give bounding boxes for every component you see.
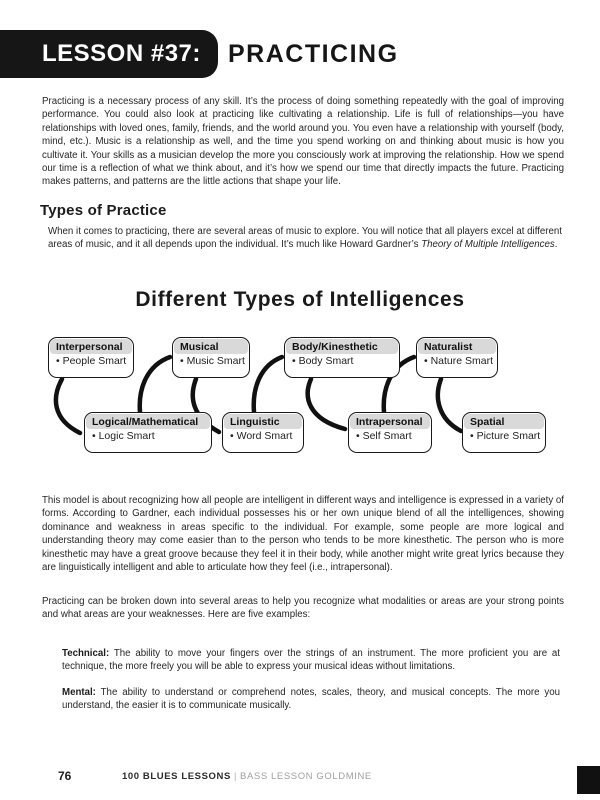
example-technical bbox=[62, 647, 560, 674]
intelligence-box-intrapersonal bbox=[348, 412, 432, 453]
example-mental bbox=[62, 686, 560, 713]
intelligence-box-naturalist bbox=[416, 337, 498, 378]
box-title: Interpersonal bbox=[50, 339, 132, 354]
model-paragraph: This model is about recognizing how all people are intelligent in different ways and intelligence is expressed in a variety of forms. According to Gardner, each individual possesses his or her own unique blend of all the intelligences, showing dominance and weakness in areas specific to the individual. For example, some people are more logical and understanding theory may come easier than to the person who tends to be more kinesthetic. The person who is more kinesthetic may have a great groove because they feel it in their body, while another might write great lyrics because they are linguistically intelligent and able to articulate how they feel (i.e., intrapersonal). bbox=[42, 495, 564, 574]
box-title: Linguistic bbox=[224, 414, 302, 429]
example-label: Technical: bbox=[62, 648, 110, 659]
box-title: Logical/Mathematical bbox=[86, 414, 210, 429]
book-title-italic: Theory of Multiple Intelligences bbox=[421, 239, 555, 251]
box-bullet: • Music Smart bbox=[180, 355, 245, 367]
example-text: The ability to move your fingers over the strings of an instrument. The more proficient you are at technique, the more freely you will be able to express your musical ideas without limitations. bbox=[62, 648, 560, 673]
example-text: The ability to understand or comprehend notes, scales, theory, and musical concepts. The more you understand, the easier it is to communicate musically. bbox=[62, 687, 560, 712]
example-label: Mental: bbox=[62, 687, 96, 698]
page-edge-tab bbox=[577, 766, 600, 794]
box-bullet: • People Smart bbox=[56, 355, 127, 367]
lesson-title: PRACTICING bbox=[228, 39, 399, 68]
types-text-before: When it comes to practicing, there are several areas of music to explore. You will notice that all players excel at different areas of music, and it all depends upon the individual. It’s much like Howard Gardner’s bbox=[48, 226, 562, 251]
diagram-title: Different Types of Intelligences bbox=[135, 288, 465, 311]
connector-linguistic-body bbox=[254, 357, 282, 412]
intelligence-box-linguistic bbox=[222, 412, 304, 453]
intelligences-diagram bbox=[0, 333, 600, 468]
types-of-practice-paragraph bbox=[48, 225, 562, 252]
connector-interpersonal-logical bbox=[56, 379, 80, 433]
intelligence-box-logical-mathematical bbox=[84, 412, 212, 453]
intelligence-box-interpersonal bbox=[48, 337, 134, 378]
types-text-after: . bbox=[554, 239, 558, 251]
box-bullet: • Word Smart bbox=[230, 430, 293, 442]
page-footer bbox=[0, 769, 600, 789]
box-title: Spatial bbox=[464, 414, 544, 429]
box-title: Intrapersonal bbox=[350, 414, 430, 429]
intro-paragraph: Practicing is a necessary process of any skill. It’s the process of doing something repeatedly with the goal of improving performance. You could also look at practicing like cultivating a relationship. Life is full of relationships—you have relationships with loved ones, family, friends, and the world around you. You even have a relationship with yourself (body, mind, etc.). Music is a relationship as well, and the time you spend working on and thinking about music is how you cultivate it. Your skills as a musician develop the more you consciously work at improving the relationship. How we spend our time is a reflection of what we think about, and it’s how we spend our time that directly impacts the future. Practicing makes patterns, and patterns are the little actions that shape your life. bbox=[42, 96, 564, 188]
practice-paragraph: Practicing can be broken down into several areas to help you recognize what modalities or areas are your strong points and what areas are your weaknesses. Here are five examples: bbox=[42, 596, 564, 621]
series-name: 100 BLUES LESSONS bbox=[122, 771, 231, 782]
box-bullet: • Body Smart bbox=[292, 355, 354, 367]
book-footer-title bbox=[122, 771, 372, 782]
box-bullet: • Picture Smart bbox=[470, 430, 541, 442]
lesson-banner bbox=[0, 30, 218, 78]
page-number: 76 bbox=[58, 769, 72, 783]
box-title: Naturalist bbox=[418, 339, 496, 354]
connector-logical-musical bbox=[140, 357, 170, 412]
box-bullet: • Logic Smart bbox=[92, 430, 155, 442]
lesson-number-label: LESSON #37: bbox=[42, 40, 201, 67]
box-bullet: • Nature Smart bbox=[424, 355, 494, 367]
connector-body-intrapersonal bbox=[308, 379, 345, 429]
types-of-practice-heading: Types of Practice bbox=[40, 202, 167, 219]
connector-naturalist-spatial bbox=[438, 379, 461, 431]
box-title: Body/Kinesthetic bbox=[286, 339, 398, 354]
footer-separator: | bbox=[233, 771, 238, 782]
intelligence-box-spatial bbox=[462, 412, 546, 453]
intelligence-box-musical bbox=[172, 337, 250, 378]
intelligence-box-body-kinesthetic bbox=[284, 337, 400, 378]
box-title: Musical bbox=[174, 339, 248, 354]
box-bullet: • Self Smart bbox=[356, 430, 412, 442]
book-subtitle: BASS LESSON GOLDMINE bbox=[240, 771, 372, 782]
